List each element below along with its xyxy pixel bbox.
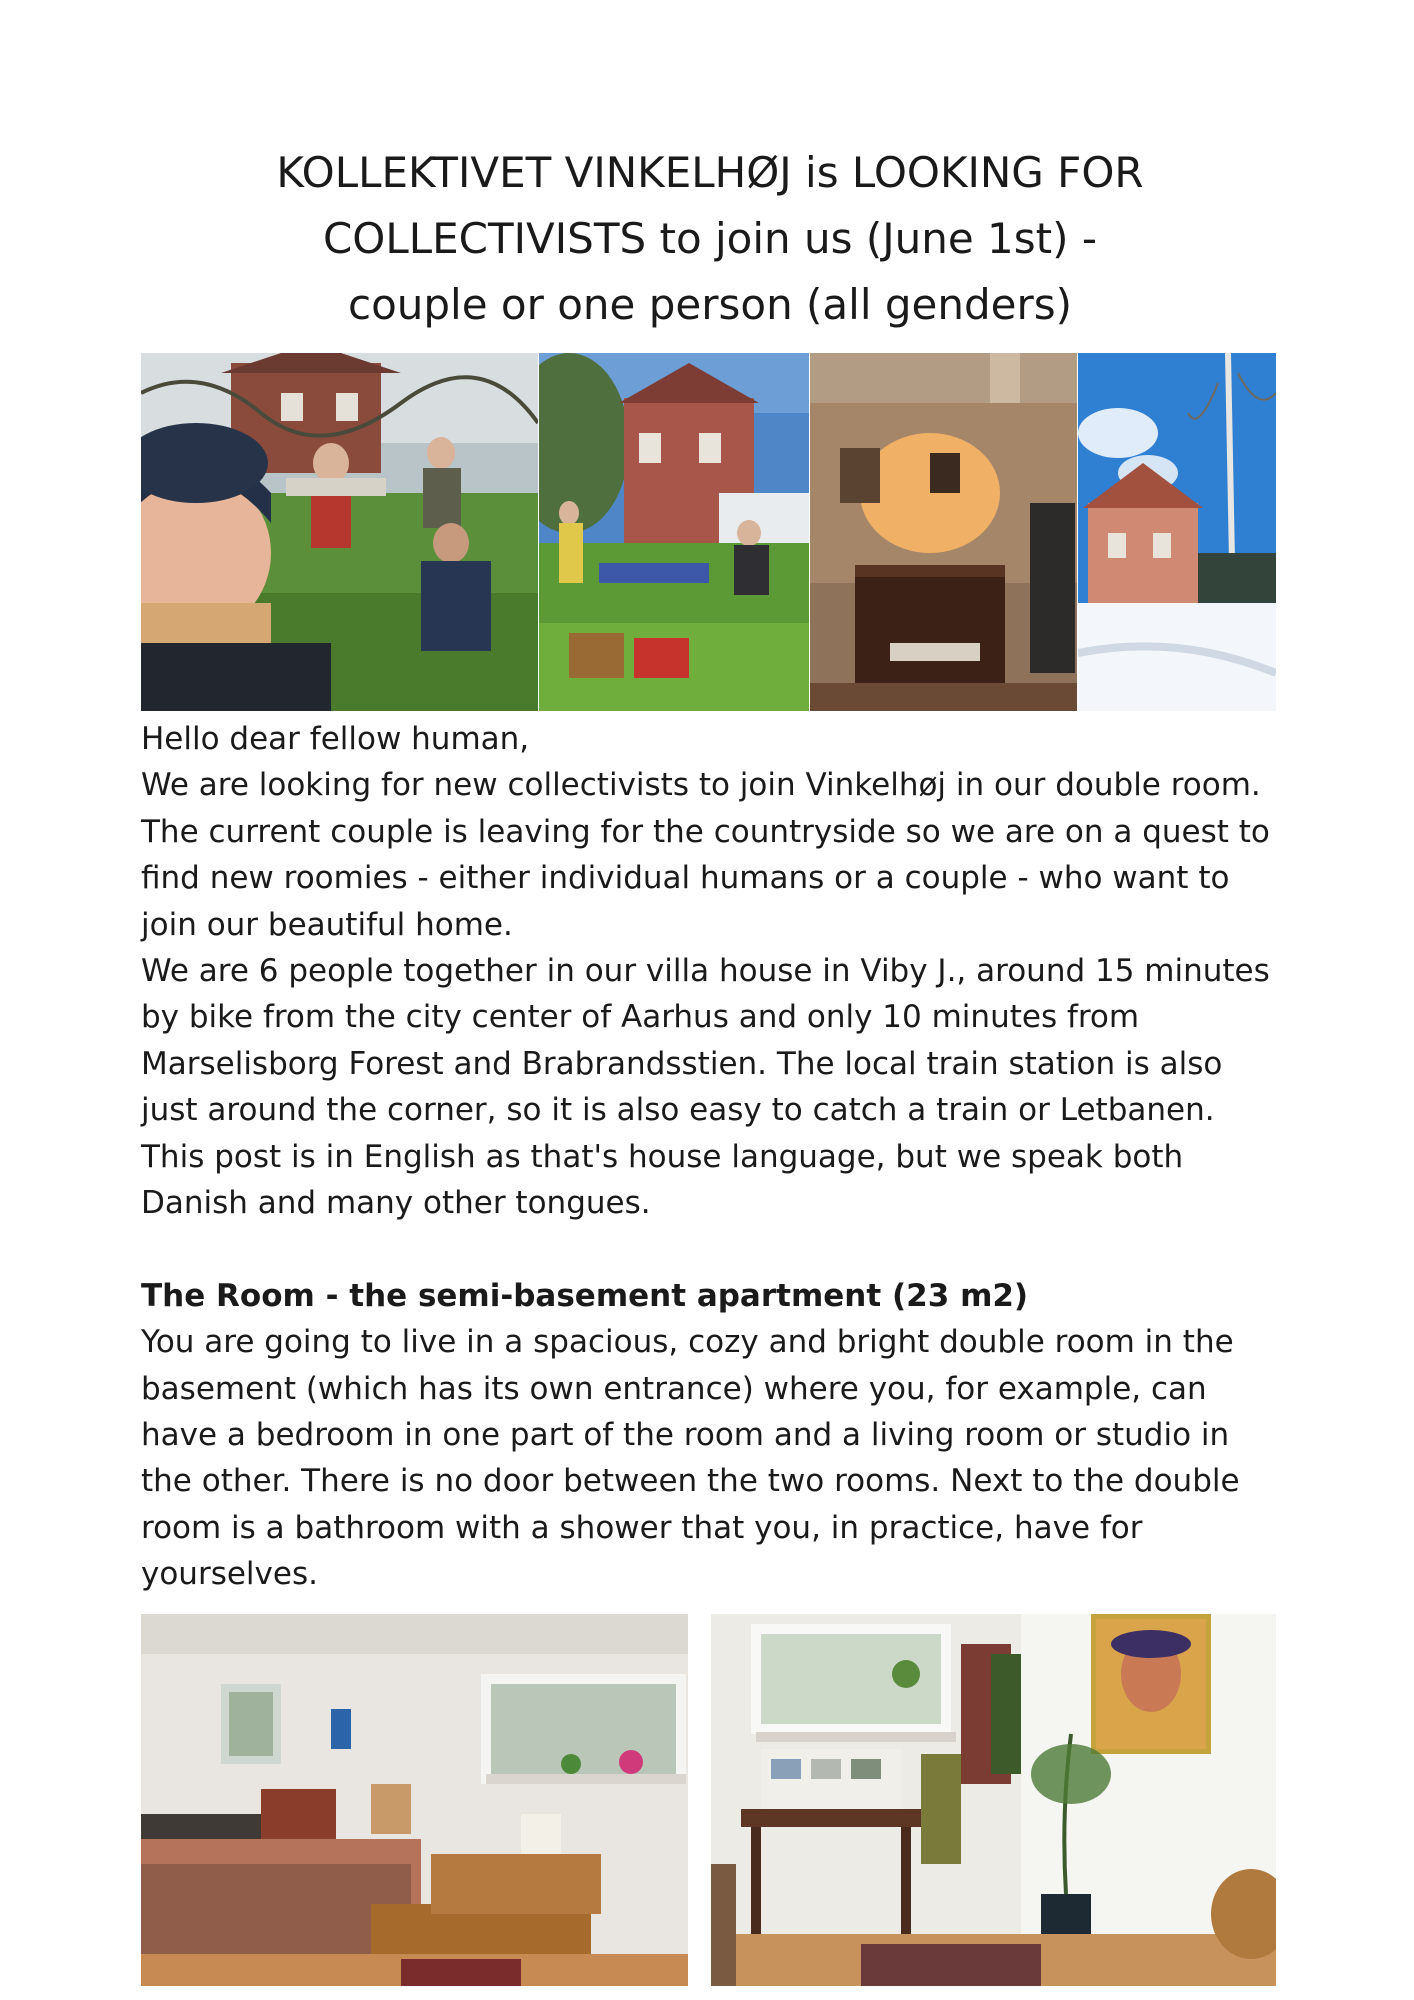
room-line: yourselves. [141, 1556, 318, 1593]
title-line-2: COLLECTIVISTS to join us (June 1st) - [322, 214, 1098, 263]
intro-line: Danish and many other tongues. [141, 1185, 651, 1222]
intro-line: Marselisborg Forest and Brabrandsstien. The local train station is also [141, 1045, 1223, 1082]
paragraph-gap [141, 1226, 1281, 1272]
room-line: basement (which has its own entrance) where you, for example, can [141, 1370, 1207, 1407]
title-line-1: KOLLEKTIVET VINKELHØJ is LOOKING FOR [276, 148, 1144, 197]
room-line: the other. There is no door between the two rooms. Next to the double [141, 1463, 1240, 1500]
body-text [141, 716, 1281, 1598]
room-line: room is a bathroom with a shower that you, in practice, have for [141, 1509, 1143, 1546]
intro-greeting: Hello dear fellow human, [141, 721, 530, 757]
intro-line: We are 6 people together in our villa house in Viby J., around 15 minutes [141, 953, 1270, 990]
photo-living-area [711, 1614, 1276, 1986]
photo-house-snow [1078, 353, 1276, 711]
intro-line: This post is in English as that's house language, but we speak both [141, 1138, 1184, 1175]
photo-bedroom [141, 1614, 688, 1986]
photo-piano-room [810, 353, 1077, 711]
intro-line: We are looking for new collectivists to join Vinkelhøj in our double room. [141, 767, 1261, 804]
intro-line: find new roomies - either individual humans or a couple - who want to [141, 860, 1230, 897]
title-line-3: couple or one person (all genders) [347, 280, 1073, 329]
intro-line: by bike from the city center of Aarhus and only 10 minutes from [141, 999, 1140, 1036]
intro-line: The current couple is leaving for the countryside so we are on a quest to [141, 813, 1270, 850]
room-line: You are going to live in a spacious, cozy and bright double room in the [141, 1324, 1234, 1361]
page-title [150, 140, 1270, 338]
intro-line: just around the corner, so it is also easy to catch a train or Letbanen. [141, 1092, 1215, 1129]
room-line: have a bedroom in one part of the room and a living room or studio in [141, 1417, 1230, 1454]
room-section-heading: The Room - the semi-basement apartment (23 m2) [141, 1277, 1029, 1314]
photo-garden-selfie [141, 353, 538, 711]
intro-line: join our beautiful home. [141, 906, 513, 943]
photo-garden-dinner [539, 353, 809, 711]
